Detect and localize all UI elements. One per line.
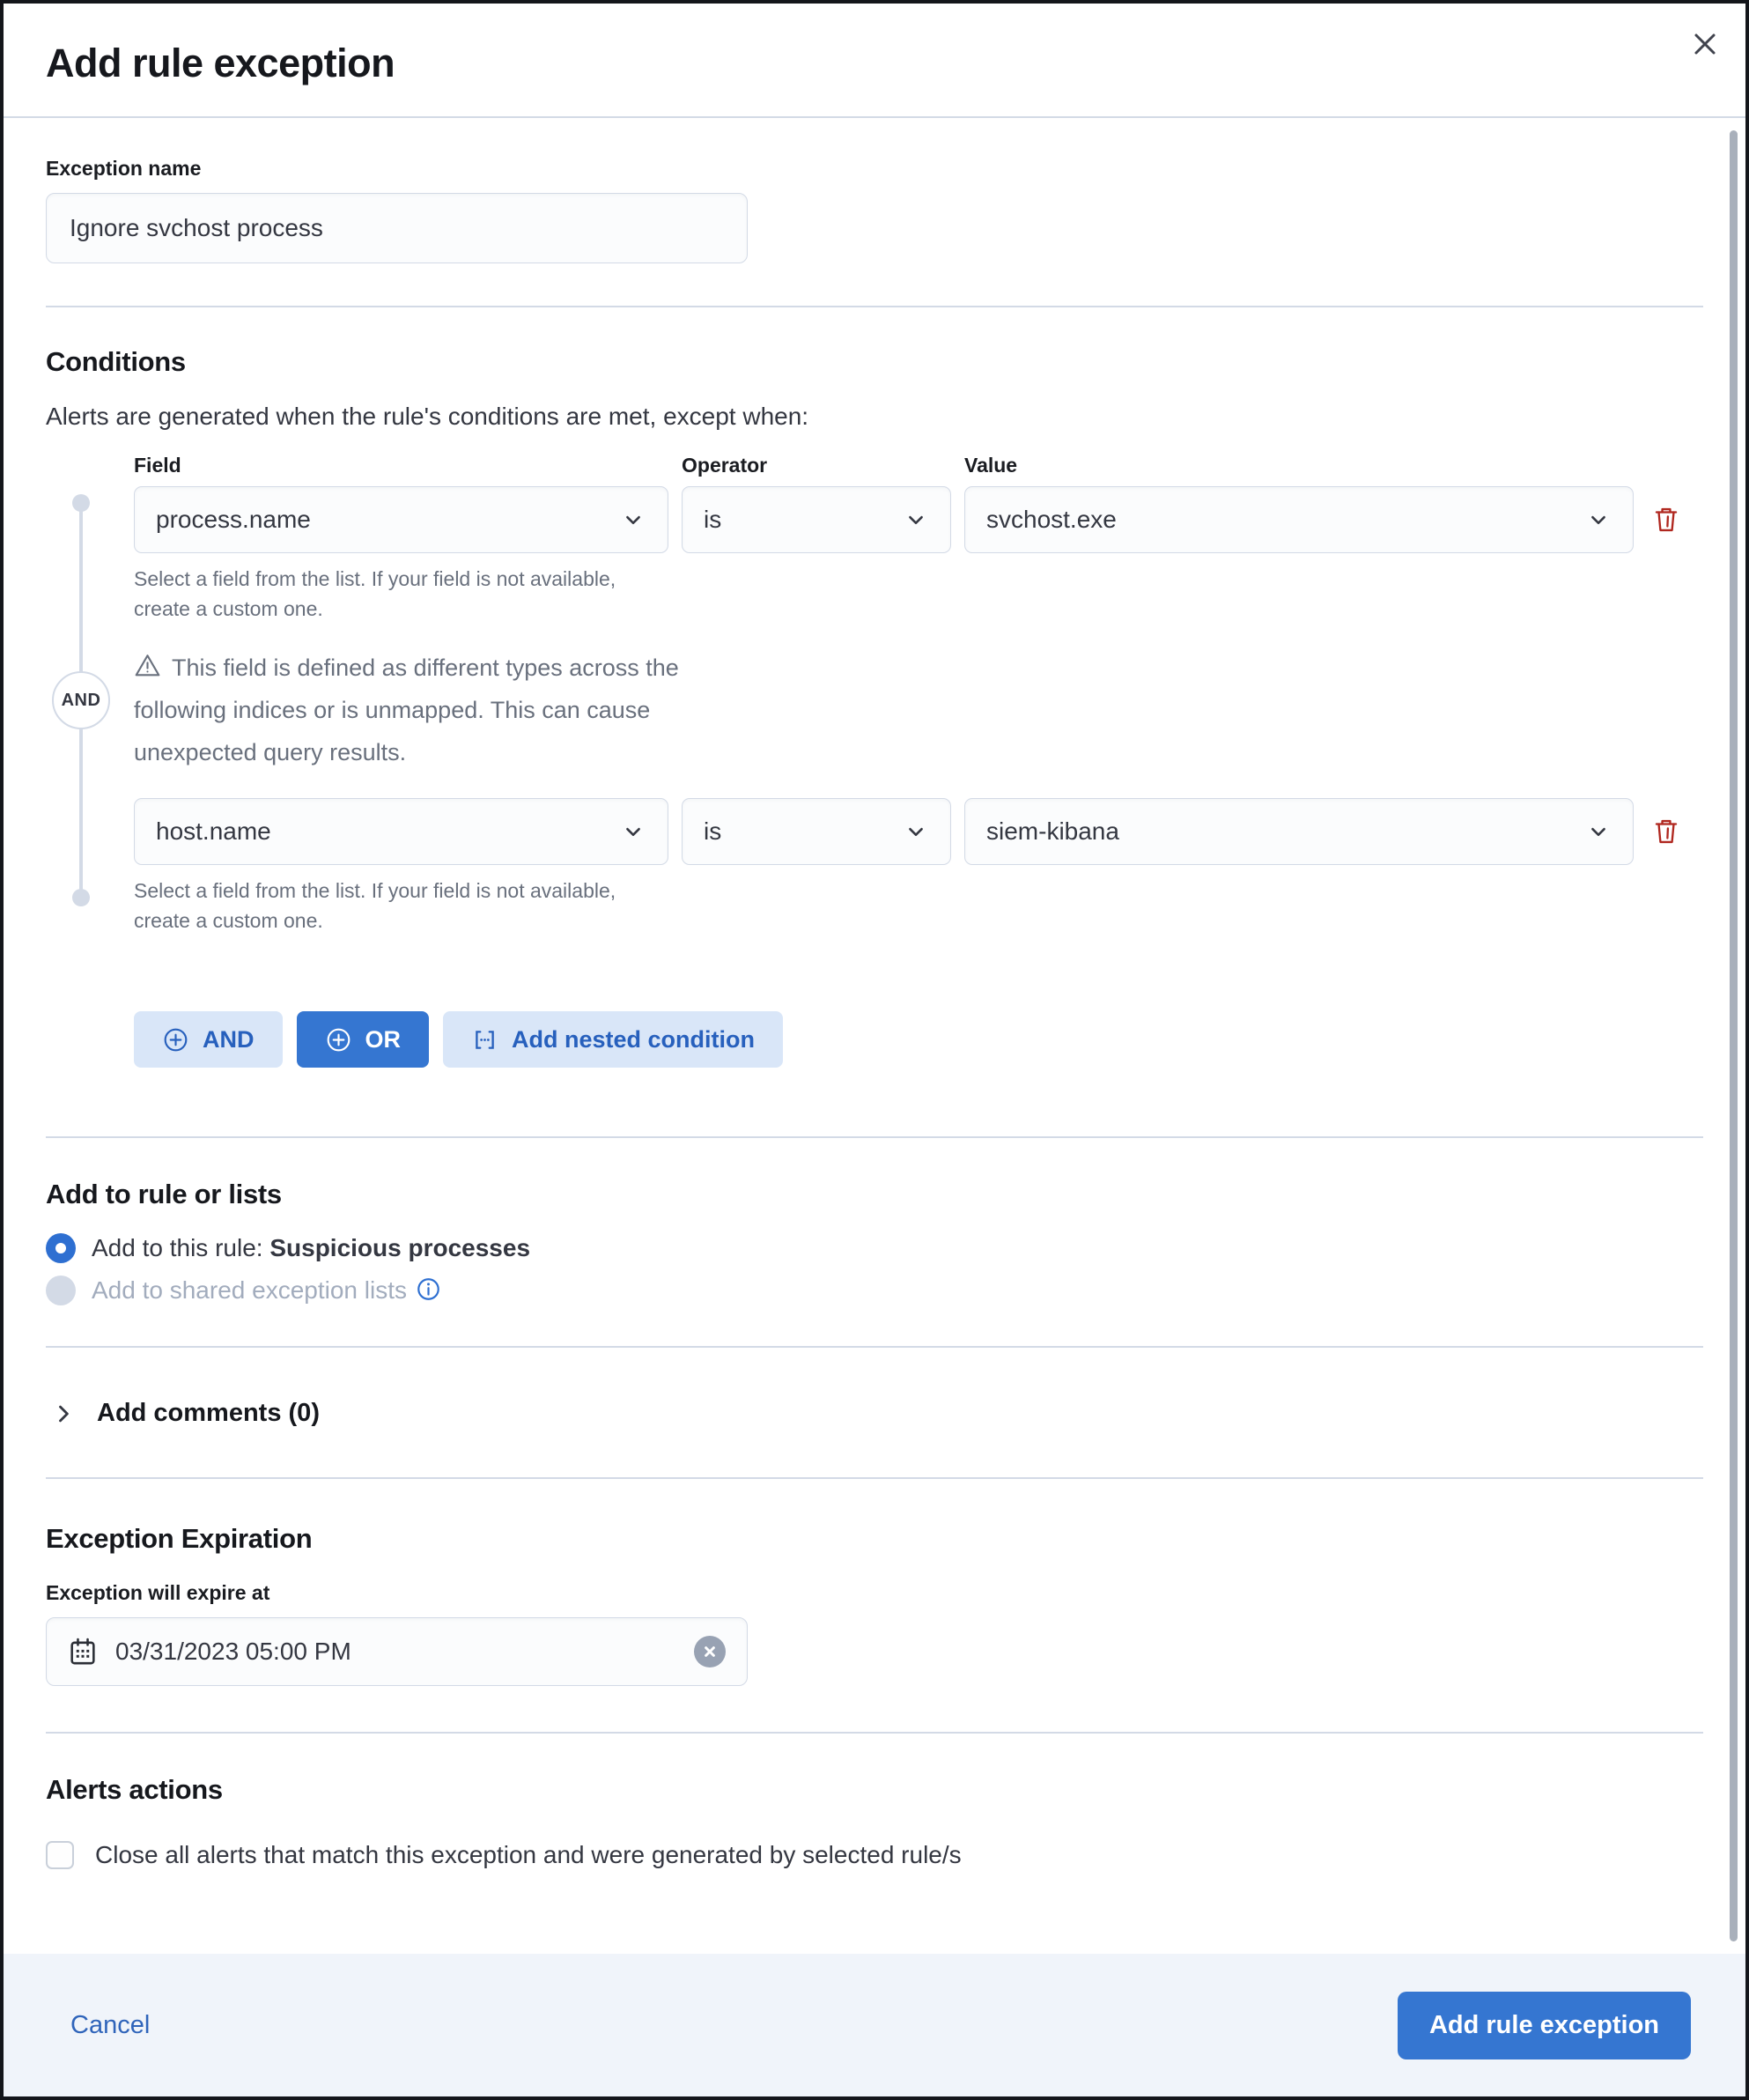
shared-lists-label [92, 1276, 441, 1305]
add-rule-exception-button[interactable]: Add rule exception [1398, 1992, 1691, 2059]
warning-text: This field is defined as different types across the following indices or is unmapped. This can cause unexpected query results. [134, 654, 679, 765]
add-to-shared-lists-option[interactable] [46, 1276, 1703, 1305]
calendar-icon [68, 1637, 98, 1667]
exception-expiration-section [46, 1479, 1703, 1732]
conditions-section [46, 307, 1703, 1136]
connector-dot-bottom [72, 889, 90, 906]
add-to-heading: Add to rule or lists [46, 1179, 282, 1209]
condition-buttons [134, 1011, 1703, 1068]
clear-date-button[interactable] [694, 1636, 726, 1667]
plus-circle-icon [162, 1026, 189, 1054]
alerts-actions-section [46, 1734, 1703, 1904]
field-help-text: Select a field from the list. If your field is not available, create a custom one. [134, 567, 616, 620]
exception-name-label: Exception name [46, 157, 202, 180]
value-select-value: svchost.exe [986, 506, 1117, 533]
exception-name-input[interactable] [46, 193, 748, 263]
value-select-value: siem-kibana [986, 817, 1119, 845]
field-select[interactable] [134, 798, 668, 865]
conditions-description: Alerts are generated when the rule's conditions are met, except when: [46, 403, 809, 430]
condition-row [134, 798, 1703, 865]
add-to-rule-section [46, 1138, 1703, 1346]
close-alerts-checkbox[interactable] [46, 1841, 74, 1869]
and-connector-badge: AND [52, 671, 110, 729]
trash-icon [1651, 505, 1681, 535]
add-to-rule-prefix: Add to this rule: [92, 1234, 270, 1261]
operator-select[interactable] [682, 486, 951, 553]
info-icon[interactable] [416, 1276, 441, 1302]
radio-selected-icon[interactable] [46, 1233, 76, 1263]
close-icon [1687, 26, 1723, 62]
chevron-down-icon [620, 818, 646, 845]
add-nested-condition-button[interactable] [443, 1011, 783, 1068]
trash-icon [1651, 817, 1681, 847]
plus-circle-icon [325, 1026, 352, 1054]
operator-select-value: is [704, 817, 722, 845]
clear-x-icon [701, 1643, 719, 1660]
chevron-right-icon [51, 1401, 76, 1426]
nested-button-label: Add nested condition [512, 1025, 755, 1053]
expiration-label: Exception will expire at [46, 1581, 270, 1604]
cancel-button[interactable]: Cancel [70, 2010, 151, 2039]
nested-condition-icon [471, 1026, 498, 1054]
scrollbar-thumb[interactable] [1730, 130, 1738, 1941]
modal-footer [4, 1954, 1745, 2096]
conditions-builder [46, 454, 1703, 935]
add-comments-label: Add comments (0) [97, 1399, 320, 1427]
modal-header [4, 4, 1745, 118]
add-and-condition-button[interactable] [134, 1011, 283, 1068]
alerts-actions-heading: Alerts actions [46, 1774, 223, 1805]
field-help-text: Select a field from the list. If your field is not available, create a custom one. [134, 879, 616, 932]
value-select[interactable] [964, 486, 1634, 553]
field-select[interactable] [134, 486, 668, 553]
operator-select-value: is [704, 506, 722, 533]
chevron-down-icon [1585, 818, 1612, 845]
expiration-date-value: 03/31/2023 05:00 PM [115, 1638, 351, 1665]
chevron-down-icon [620, 507, 646, 533]
exception-name-section [46, 118, 1703, 306]
conditions-heading: Conditions [46, 346, 186, 377]
field-column-header: Field [134, 454, 181, 477]
chevron-down-icon [903, 818, 929, 845]
delete-condition-button[interactable] [1647, 812, 1686, 851]
modal-title: Add rule exception [46, 41, 395, 85]
chevron-down-icon [903, 507, 929, 533]
radio-disabled-icon[interactable] [46, 1276, 76, 1305]
add-to-this-rule-option[interactable] [46, 1233, 1703, 1263]
field-select-value: host.name [156, 817, 271, 845]
shared-lists-text: Add to shared exception lists [92, 1276, 407, 1304]
close-alerts-option[interactable] [46, 1841, 1703, 1869]
add-to-rule-label [92, 1234, 530, 1262]
and-button-label: AND [203, 1025, 255, 1053]
delete-condition-button[interactable] [1647, 500, 1686, 539]
expiration-heading: Exception Expiration [46, 1523, 313, 1554]
add-or-condition-button[interactable] [297, 1011, 430, 1068]
add-comments-toggle[interactable] [46, 1399, 320, 1428]
warning-icon [134, 652, 161, 679]
condition-row [134, 486, 1703, 553]
close-alerts-label: Close all alerts that match this exception and were generated by selected rule/s [95, 1841, 962, 1868]
chevron-down-icon [1585, 507, 1612, 533]
modal-body [4, 118, 1745, 1954]
condition-column-headers [134, 454, 1703, 477]
close-button[interactable] [1682, 21, 1728, 67]
operator-column-header: Operator [682, 454, 768, 477]
connector-dot-top [72, 494, 90, 512]
operator-select[interactable] [682, 798, 951, 865]
field-select-value: process.name [156, 506, 311, 533]
rule-name: Suspicious processes [269, 1234, 531, 1261]
comments-section [46, 1348, 1703, 1477]
field-type-warning [134, 647, 715, 773]
value-select[interactable] [964, 798, 1634, 865]
or-button-label: OR [365, 1025, 401, 1053]
and-connector-timeline [61, 496, 101, 905]
expiration-date-input[interactable] [46, 1617, 748, 1686]
value-column-header: Value [964, 454, 1018, 477]
